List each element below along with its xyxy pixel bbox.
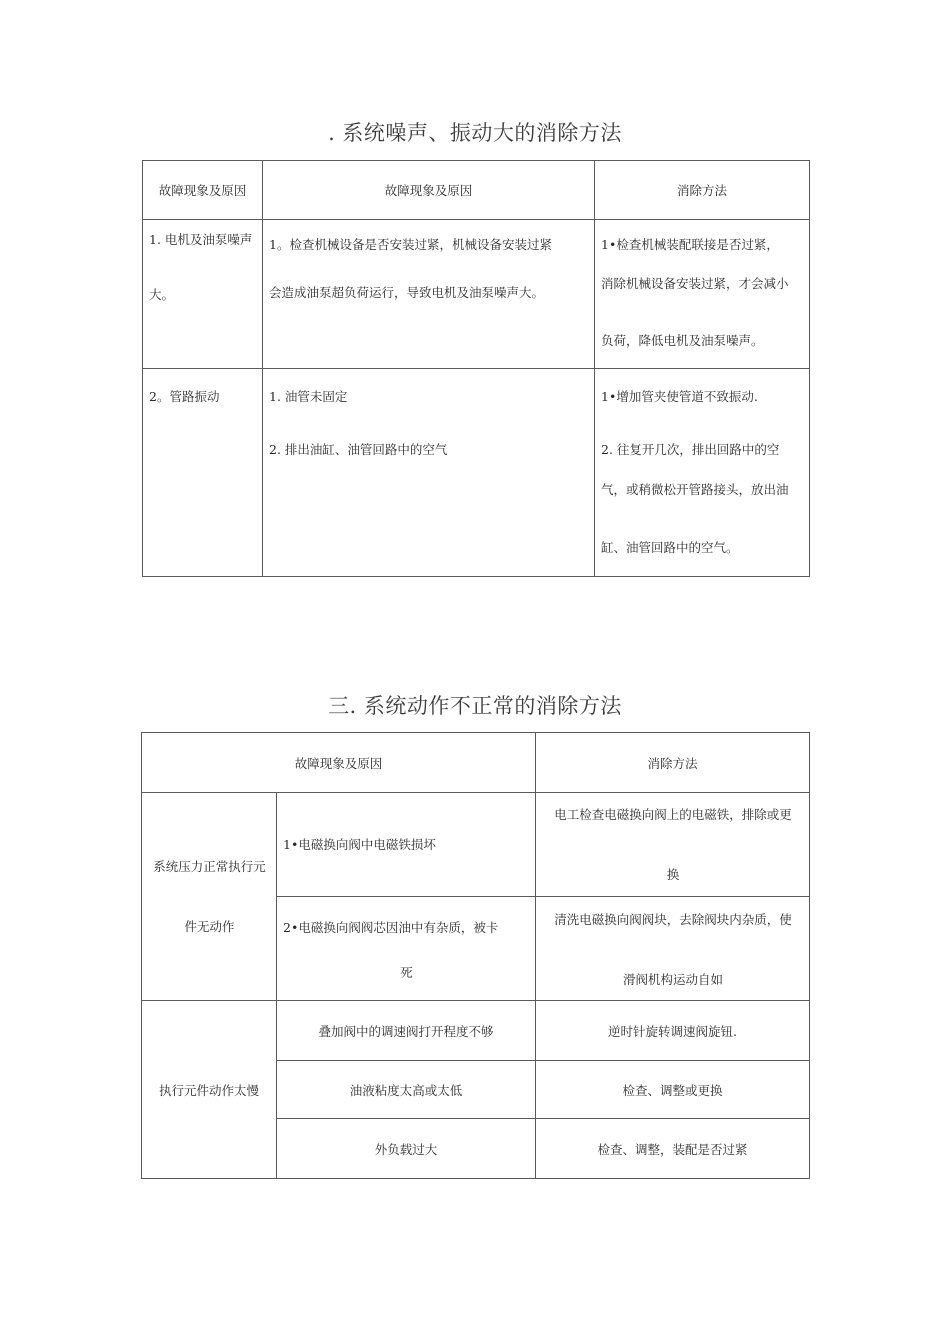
table-row [143,220,810,369]
table-row [142,1001,810,1061]
cause-cell: 油液粘度太高或太低 [277,1061,536,1119]
symptom-line: 1. 电机及油泵噪声 [149,232,253,247]
cause-cell [263,220,595,369]
remedy-line: 1•增加管夹使管道不致振动. [601,389,758,404]
header-cause: 故障现象及原因 [263,161,595,220]
cause-line: 2. 排出油缸、油管回路中的空气 [269,442,448,457]
symptom-line: 大。 [149,287,175,302]
header-remedy: 消除方法 [595,161,810,220]
remedy-cell [536,897,810,1001]
remedy-line: 滑阀机构运动自如 [623,972,724,987]
cause-line: 1. 油管未固定 [269,389,348,404]
header-cause: 故障现象及原因 [142,733,536,793]
cause-cell: 外负载过大 [277,1119,536,1179]
remedy-line: 1•检查机械装配联接是否过紧， [601,237,779,252]
remedy-line: 气，或稍微松开管路接头，放出油 [601,482,789,497]
table-row [143,369,810,577]
group-label-cell: 执行元件动作太慢 [142,1001,277,1179]
remedy-line: 消除机械设备安装过紧，才会减小 [601,276,789,291]
cause-cell [263,369,595,577]
noise-vibration-table [142,160,810,577]
cause-line: 2•电磁换向阀阀芯因油中有杂质，被卡 [283,920,499,935]
remedy-line: 2. 往复开几次，排出回路中的空 [601,442,780,457]
table-header-row [142,733,810,793]
cause-cell: 叠加阀中的调速阀打开程度不够 [277,1001,536,1061]
remedy-line: 换 [666,867,680,882]
abnormal-action-table [141,732,810,1179]
remedy-cell [595,220,810,369]
remedy-cell: 检查、调整或更换 [536,1061,810,1119]
section2-title: . 系统噪声、振动大的消除方法 [328,121,622,145]
symptom-cell [143,220,263,369]
cause-line: 1•电磁换向阀中电磁铁损坏 [283,837,436,852]
remedy-cell: 逆时针旋转调速阀旋钮. [536,1001,810,1061]
header-remedy: 消除方法 [536,733,810,793]
table-header-row [143,161,810,220]
remedy-line: 缸、油管回路中的空气。 [601,540,739,555]
remedy-line: 负荷，降低电机及油泵噪声。 [601,333,764,348]
remedy-cell [595,369,810,577]
symptom-cell [143,369,263,577]
remedy-cell [536,793,810,897]
group-label-cell [142,793,277,1001]
section3-title: 三. 系统动作不正常的消除方法 [328,694,622,718]
remedy-line: 清洗电磁换向阀阀块，去除阀块内杂质，使 [554,912,792,927]
header-symptom: 故障现象及原因 [143,161,263,220]
remedy-line: 电工检查电磁换向阀上的电磁铁，排除或更 [554,807,792,822]
group-label-line: 系统压力正常执行元 [153,859,266,874]
symptom-line: 2。管路振动 [149,389,220,404]
group-label-line: 件无动作 [184,919,235,934]
remedy-cell: 检查、调整，装配是否过紧 [536,1119,810,1179]
cause-line: 1。检查机械设备是否安装过紧，机械设备安装过紧 [269,237,552,252]
table-row [142,793,810,897]
cause-line: 死 [400,965,413,980]
cause-cell [277,897,536,1001]
cause-line: 会造成油泵超负荷运行，导致电机及油泵噪声大。 [269,285,545,300]
cause-cell [277,793,536,897]
